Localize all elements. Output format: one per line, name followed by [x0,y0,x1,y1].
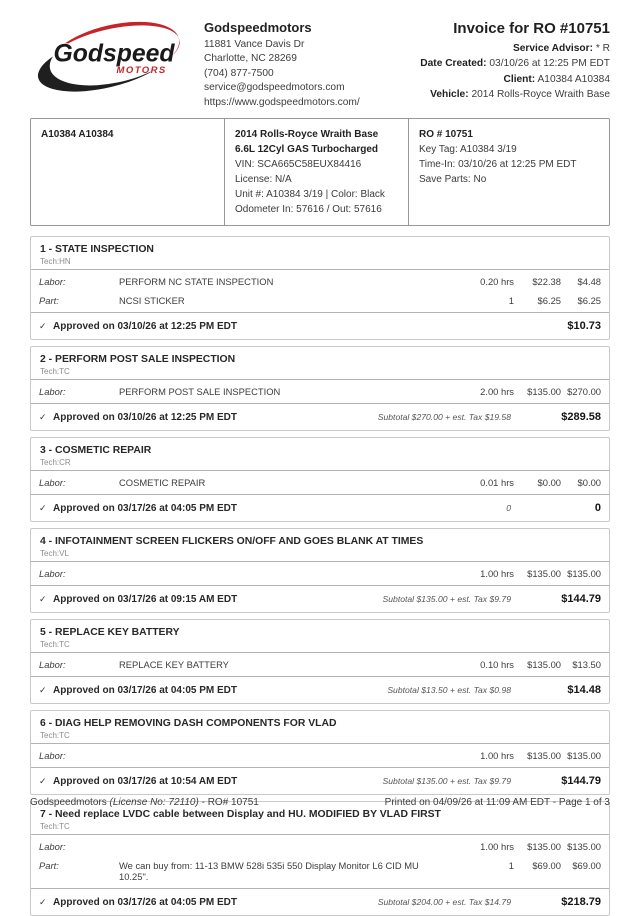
service-title: 6 - DIAG HELP REMOVING DASH COMPONENTS FOR VLAD [40,718,337,730]
service-approved-row [31,586,609,612]
invoice-client-label: Client: [503,73,536,85]
service-tech: Tech:VL [40,549,69,559]
invoice-client [420,72,610,87]
line-item-qty: 1 [508,860,514,872]
line-item-total: $13.50 [572,659,601,671]
service-approved-row [31,889,609,915]
line-item-total: $4.48 [577,276,601,288]
logo-text-secondary: MOTORS [116,65,167,77]
service-section [30,236,610,340]
vehicle-box-vehicle-col [224,119,408,225]
line-item-description: We can buy from: 11-13 BMW 528i 535i 550 Display Monitor L6 CID MU 10.25". [119,860,419,883]
service-section [30,801,610,916]
company-website: https://www.godspeedmotors.com/ [204,96,360,108]
line-item-row [31,291,609,310]
service-title: 2 - PERFORM POST SALE INSPECTION [40,354,236,366]
line-item-rate: $135.00 [527,659,561,671]
page-footer [30,797,610,808]
vehicle-license: License: N/A [235,174,292,186]
check-icon: ✓ [39,776,50,787]
footer-printed-info: Printed on 04/09/26 at 11:09 AM EDT - Page 1 of 3 [384,797,610,808]
vehicle-odometer: Odometer In: 57616 / Out: 57616 [235,204,382,216]
check-icon: ✓ [39,594,50,605]
line-item-qty: 1 [508,295,514,307]
invoice-client-value: A10384 A10384 [537,73,610,85]
approved-text: Approved on 03/17/26 at 04:05 PM EDT [53,897,237,909]
line-item-type: Part: [39,860,59,872]
service-title: 5 - REPLACE KEY BATTERY [40,627,180,639]
company-email: service@godspeedmotors.com [204,82,345,94]
subtotal-text: Subtotal $135.00 + est. Tax $9.79 [382,594,511,605]
company-info [204,12,360,110]
invoice-service-advisor-label: Service Advisor: [512,43,593,54]
ro-number: RO # 10751 [419,129,473,141]
approved-text: Approved on 03/17/26 at 04:05 PM EDT [53,685,237,697]
service-total: $144.79 [561,593,601,606]
line-item-total: $135.00 [567,750,601,762]
company-address-line2: Charlotte, NC 28269 [204,53,297,65]
approved-text: Approved on 03/17/26 at 04:05 PM EDT [53,503,237,515]
service-total: $10.73 [567,320,601,333]
line-item-type: Labor: [39,568,66,580]
service-total: $144.79 [561,775,601,788]
service-approved-row [31,768,609,794]
line-item-rate: $135.00 [527,750,561,762]
service-title: 7 - Need replace LVDC cable between Display and HU. MODIFIED BY VLAD FIRST [40,809,441,821]
line-item-type: Labor: [39,477,66,489]
invoice-service-advisor-value: * R [595,43,610,54]
service-header [31,438,609,470]
service-section [30,346,610,431]
line-item-rate: $69.00 [532,860,561,872]
approved-line [39,321,511,332]
subtotal-text: Subtotal $204.00 + est. Tax $14.79 [377,897,511,908]
godspeed-logo [30,14,198,94]
service-items [31,379,609,404]
company-name: Godspeedmotors [204,20,312,35]
service-approved-row [31,495,609,521]
line-item-rate: $135.00 [527,841,561,853]
vehicle-box-client-col [31,119,224,225]
invoice-vehicle [420,87,610,102]
line-item-total: $135.00 [567,841,601,853]
line-item-total: $6.25 [577,295,601,307]
invoice-meta [420,12,610,102]
service-items [31,743,609,768]
service-header [31,711,609,743]
check-icon: ✓ [39,897,50,908]
service-tech: Tech:TC [40,731,70,741]
service-approved-row [31,313,609,339]
vehicle-info-box [30,118,610,226]
line-item-row [31,382,609,401]
check-icon: ✓ [39,412,50,423]
line-item-description: COSMETIC REPAIR [119,477,206,489]
line-item-type: Labor: [39,841,66,853]
line-item-rate: $135.00 [527,568,561,580]
footer-company: Godspeedmotors [30,797,110,808]
subtotal-text: Subtotal $13.50 + est. Tax $0.98 [387,685,511,696]
invoice-date-created-label: Date Created: [420,58,487,70]
service-title: 4 - INFOTAINMENT SCREEN FLICKERS ON/OFF AND GOES BLANK AT TIMES [40,536,424,548]
invoice-vehicle-value: 2014 Rolls-Royce Wraith Base [471,88,610,100]
service-total: $14.48 [567,684,601,697]
line-item-qty: 0.01 hrs [480,477,514,489]
service-header [31,529,609,561]
service-tech: Tech:TC [40,640,70,650]
footer-ro: - RO# 10751 [198,797,259,808]
line-item-rate: $0.00 [537,477,561,489]
approved-line [39,685,387,696]
line-item-row [31,272,609,291]
ro-time-in: Time-In: 03/10/26 at 12:25 PM EDT [419,159,577,171]
line-item-description: REPLACE KEY BATTERY [119,659,229,671]
line-item-total: $135.00 [567,568,601,580]
invoice-service-advisor [420,41,610,56]
ro-key-tag: Key Tag: A10384 3/19 [419,144,517,156]
company-phone: (704) 877-7500 [204,67,274,79]
service-section [30,437,610,522]
line-item-total: $0.00 [577,477,601,489]
line-item-type: Labor: [39,386,66,398]
check-icon: ✓ [39,503,50,514]
approved-text: Approved on 03/10/26 at 12:25 PM EDT [53,412,237,424]
service-items [31,652,609,677]
client-name: A10384 A10384 [41,129,114,141]
footer-license: (License No: 72110) [109,797,199,808]
approved-line [39,897,378,908]
line-item-type: Labor: [39,750,66,762]
line-item-rate: $135.00 [527,386,561,398]
line-item-row [31,564,609,583]
approved-line [39,594,383,605]
approved-line [39,412,378,423]
vehicle-unit-color: Unit #: A10384 3/19 | Color: Black [235,189,385,201]
service-items [31,269,609,313]
service-header [31,237,609,269]
services-list [30,236,610,916]
approved-text: Approved on 03/17/26 at 09:15 AM EDT [53,594,238,606]
line-item-rate: $6.25 [537,295,561,307]
subtotal-text: Subtotal $270.00 + est. Tax $19.58 [377,412,511,423]
vehicle-title: 2014 Rolls-Royce Wraith Base 6.6L 12Cyl GAS Turbocharged [235,129,379,156]
line-item-qty: 0.20 hrs [480,276,514,288]
vehicle-box-ro-col [408,119,609,225]
line-item-rate: $22.38 [532,276,561,288]
service-total: $218.79 [561,896,601,909]
page-header [30,12,610,110]
line-item-description: NCSI STICKER [119,295,185,307]
line-item-type: Labor: [39,276,66,288]
service-items [31,561,609,586]
invoice-date-created-value: 03/10/26 at 12:25 PM EDT [489,58,610,70]
service-section [30,619,610,704]
line-item-type: Labor: [39,659,66,671]
ro-save-parts: Save Parts: No [419,174,487,186]
service-section [30,528,610,613]
line-item-qty: 2.00 hrs [480,386,514,398]
service-tech: Tech:TC [40,822,70,832]
service-header [31,620,609,652]
service-approved-row [31,404,609,430]
line-item-qty: 1.00 hrs [480,841,514,853]
line-item-qty: 0.10 hrs [480,659,514,671]
invoice-vehicle-label: Vehicle: [430,88,469,100]
line-item-row [31,837,609,856]
vehicle-vin: VIN: SCA665C58EUX84416 [235,159,362,171]
line-item-row [31,746,609,765]
service-tech: Tech:CR [40,458,71,468]
invoice-date-created [420,56,610,71]
logo-text-primary: Godspeed [53,40,175,68]
line-item-total: $69.00 [572,860,601,872]
service-total: 0 [594,502,601,515]
line-item-total: $270.00 [567,386,601,398]
service-items [31,834,609,889]
line-item-description: PERFORM NC STATE INSPECTION [119,276,274,288]
line-item-row [31,473,609,492]
service-header [31,347,609,379]
approved-line [39,776,383,787]
approved-text: Approved on 03/10/26 at 12:25 PM EDT [53,321,237,333]
line-item-qty: 1.00 hrs [480,568,514,580]
approved-line [39,503,506,514]
service-title: 1 - STATE INSPECTION [40,244,154,256]
service-total: $289.58 [561,411,601,424]
company-address-line1: 11881 Vance Davis Dr [204,39,305,50]
service-title: 3 - COSMETIC REPAIR [40,445,152,457]
approved-text: Approved on 03/17/26 at 10:54 AM EDT [53,776,238,788]
line-item-row [31,655,609,674]
subtotal-text: Subtotal $135.00 + est. Tax $9.79 [382,776,511,787]
service-approved-row [31,677,609,703]
line-item-type: Part: [39,295,59,307]
service-section [30,710,610,795]
footer-left [30,797,259,808]
subtotal-text: 0 [506,503,511,514]
invoice-title: Invoice for RO #10751 [453,20,610,37]
line-item-qty: 1.00 hrs [480,750,514,762]
service-tech: Tech:HN [40,257,71,267]
service-items [31,470,609,495]
check-icon: ✓ [39,321,50,332]
check-icon: ✓ [39,685,50,696]
service-tech: Tech:TC [40,367,70,377]
line-item-description: PERFORM POST SALE INSPECTION [119,386,281,398]
line-item-row [31,856,609,886]
